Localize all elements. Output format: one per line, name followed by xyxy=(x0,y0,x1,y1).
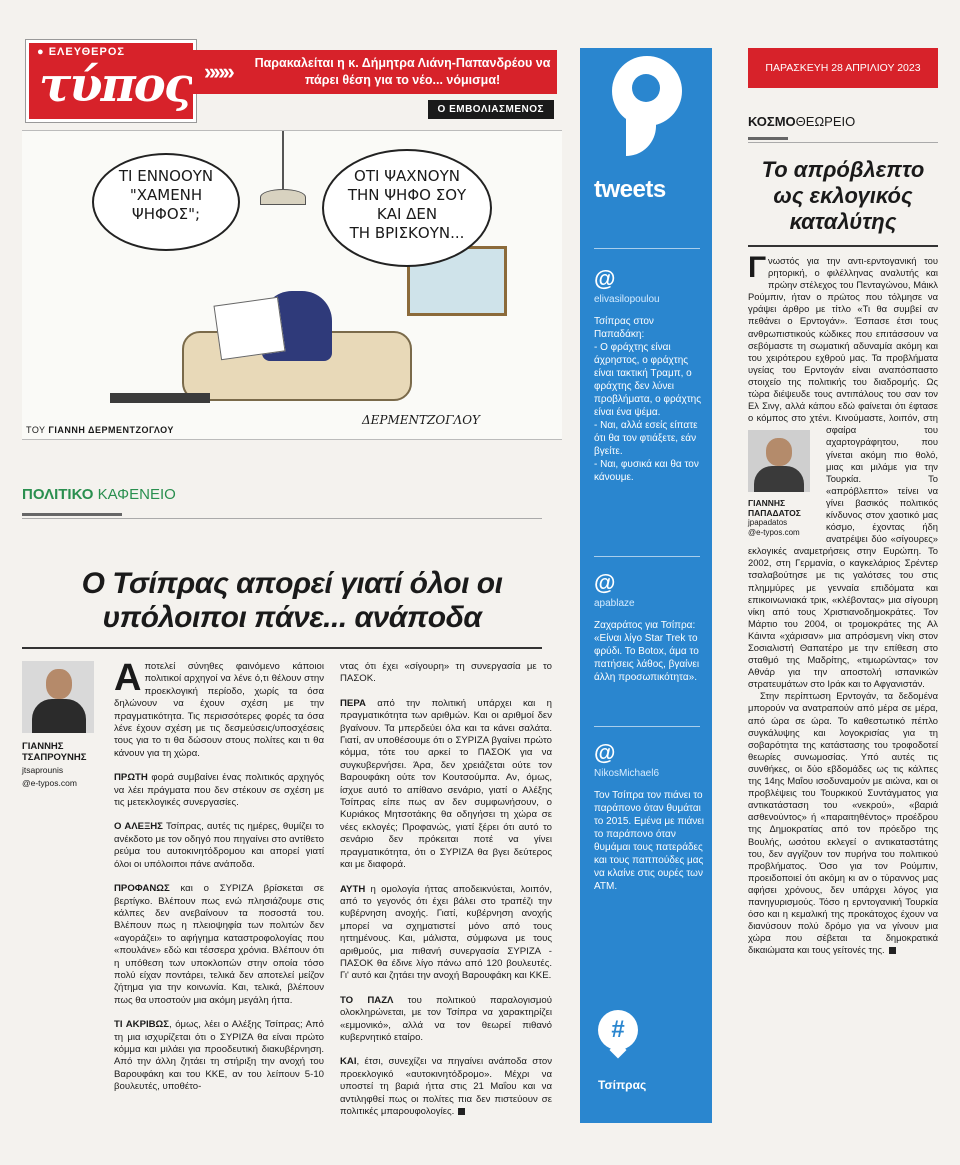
paragraph xyxy=(340,995,552,1045)
right-column xyxy=(748,48,938,956)
arrows-icon: »»» xyxy=(204,59,232,84)
author-photo xyxy=(22,661,94,733)
paragraph-lead: ΠΡΟΦΑΝΩΣ xyxy=(114,883,170,895)
paragraph-text: η ομολογία ήττας αποδεικνύεται, λοιπόν, από το γεγονός ότι έχει βάλει στο τραπέζι την κυβέρνηση ανοχής. Γιατί, κυβέρνηση ανοχής μπορεί να σχηματιστεί μόνο από τους ηττημένους. Και, μάλιστα, σύμφωνα με τους αριθμούς, μια πιθανή συνεργασία ΣΥΡΙΖΑ - ΠΑΣΟΚ θα έδινε λίγο πάνω από 120 βουλευτές. Γι' αυτό και ζητάει την ανοχή Βαρουφάκη και ΚΚΕ. xyxy=(340,883,552,982)
cartoonist-signature: ΔΕΡΜΕΝΤΖΟΓΛΟΥ xyxy=(362,413,480,427)
tweet-divider xyxy=(594,248,700,249)
author-handle[interactable]: jpapadatos xyxy=(748,518,788,528)
section-divider-thin xyxy=(748,142,938,143)
paragraph-text: φορά συμβαίνει ένας πολιτικός αρχηγός να λέει πράγματα που δεν στέκουν σε σχέση με τις μετεκλογικές συνεργασίες. xyxy=(114,772,324,809)
tweet-text: Ζαχαράτος για Τσίπρα: «Είναι λίγο Star Trek το φρύδι. Το Botox, άμα το πατήσεις λάθος, βγαίνει άλλη προσωπικότητα». xyxy=(594,620,700,683)
at-icon: @ xyxy=(594,570,616,595)
section-title-light: ΘΕΩΡΕΙΟ xyxy=(795,114,856,129)
paragraph-text: νωστός για την αντι-ερντογανική του ρητορική, ο φιλέλληνας αναλυτής και πρώην στέλεχος του Πενταγώνου, Μάικλ Ρούμπιν, ήταν ο πρώτος που τόλμησε να γράψει άρθρο με τίτλο «Τι θα συμβεί αν πεθάνει ο Ερντογάν». Έσπασε έτσι τους ανθρωπιστικούς κώδικες που επιτάσσουν να σεβόμαστε τη σωματική αδυναμία ακόμη και του χειρότερου εχθρού μας. Τα προβλήματα υγείας του Ερντογάν είναι αναπόσπαστο στοιχείο της πολιτικής του διαδρομής. Ως τώρα διέψευδε τους αντιπάλους του σαν τον Ελ Σινγ, αλλά κάπου εδώ φαίνεται ότι έφτασε ο κόμπος στο χτένι. Κινούμαστε, λοιπόν, στη σφαίρα xyxy=(748,255,938,436)
section-title xyxy=(748,114,938,129)
paragraph xyxy=(340,661,552,686)
paragraph-lead: ΤΙ ΑΚΡΙΒΩΣ xyxy=(114,1019,170,1031)
drop-cap: Α xyxy=(114,657,142,699)
section-divider-thin xyxy=(22,518,542,519)
paragraph xyxy=(748,251,938,690)
paragraph-lead: Ο ΑΛΕΞΗΣ xyxy=(114,821,163,833)
paragraph-text: από την πολιτική υπάρχει και η πραγματικότητα των αριθμών. Και οι αριθμοί δεν βγαίνουν. Τα μπερδεύει όλα και τα κάνει σαλάτα. Γιατί, αν υποθέσουμε ότι ο ΣΥΡΙΖΑ βγαίνει πρώτο κόμμα, τότε του αρκεί το ΠΑΣΟΚ για να συγκυβερνήσει. Άρα, δεν χρειάζεται ούτε τον Βαρουφάκη ούτε τον Κουτσούμπα. Αν, όμως, ίσχυε αυτό το απίθανο σενάριο, γιατί ο Αλέξης Τσίπρας είπε πως αν δεν συμφωνήσουν, ο Κυριάκος Μητσοτάκης θα οδηγήσει τη χώρα σε νέες εκλογές; Προφανώς, γιατί ξέρει ότι αυτό το σενάριο δεν πρόκειται ποτέ να γίνει πραγματικότητα, ότι ο ΣΥΡΙΖΑ θα βγει δεύτερος και με διαφορά. xyxy=(340,697,552,871)
paragraph-lead: ΤΟ ΠΑΖΛ xyxy=(340,994,394,1006)
banner-text: Παρακαλείται η κ. Δήμητρα Λιάνη-Παπανδρέου να πάρει θέση για το νέο... νόμισμα! xyxy=(254,56,551,87)
at-icon: @ xyxy=(594,266,616,291)
tweet-item xyxy=(594,740,704,893)
column-tag: Ο ΕΜΒΟΛΙΑΣΜΕΝΟΣ xyxy=(428,100,554,119)
tweets-logo-icon xyxy=(598,56,694,176)
logo-hole xyxy=(632,74,660,102)
logo-top-text: ● ΕΛΕΥΘΕΡΟΣ xyxy=(37,46,126,58)
author-photo xyxy=(748,430,810,492)
paragraph xyxy=(114,821,324,871)
paragraph xyxy=(114,657,324,760)
lamp-icon xyxy=(260,189,306,205)
logo-tail xyxy=(626,106,656,156)
hashtag-icon xyxy=(598,1010,638,1062)
article-column-2 xyxy=(340,661,552,1130)
paragraph-text: Τσίπρας, αυτές τις ημέρες, θυμίζει το ανέκδοτο με τον οδηγό που πηγαίνει στο αντίθετο ρεύμα του αυτοκινητόδρομου και απορεί γιατί όλοι οι υπόλοιποι πάνε ανάποδα. xyxy=(114,821,325,870)
tweet-handle[interactable]: elivasilopoulou xyxy=(594,294,660,305)
article-headline: Ο Τσίπρας απορεί γιατί όλοι οι υπόλοιποι πάνε... ανάποδα xyxy=(81,567,503,634)
author-body xyxy=(754,466,804,492)
paragraph xyxy=(114,883,324,1007)
paragraph-text: Στην περίπτωση Ερντογάν, τα δεδομένα μπορούν να ανατραπούν από μέρα σε μέρα, από ώρα σε ώρα. Το καθεστωτικό πέπλο συγκάλυψης και λογοκρισίας για τη σοβαρότητα της κατάστασης του τροφοδοτεί θεωρίες συνωμοσίας. Υπό αυτές τις συνθήκες, οι δύο εβδομάδες ως τις κάλπες της 14ης Μαΐου ισοδυναμούν με αιώνα, και οι προβλέψεις του Τουρκικού Συντάγματος για αντικατάσταση του «νεκρού», «βαριά ασθενούντος» ή «παραιτηθέντος» προέδρου της Δημοκρατίας από τον πρόεδρο της Βουλής, ωσότου εκλεγεί ο αντικαταστάτης του, δεν αγγίζουν τον πυρήνα του πολιτικού προβλήματος. Όσο για τον Ρούμπιν, προειδοποιεί ότι ακόμη κι αν ο τύραννος μας αφήσει χρόνους, δεν υπάρχει λόγος για πανηγυρισμούς. Τόσο η ερντογανική Τουρκία όσο και η κεμαλική της προκάτοχος έχουν να διανύσουν πολύ δρόμο για να γίνουν μια χώρα που σέβεται τα δημοκρατικά δικαιώματα και τους γείτονές της. xyxy=(748,690,938,956)
tweet-text: Τσίπρας στον Παπαδάκη: - Ο φράχτης είναι άχρηστος, ο φράχτης είναι τακτική Τραμπ, ο φράχτης δεν λύνει προβλήματα, ο φράχτης είναι ένα ψέμα. - Ναι, αλλά εσείς είπατε ότι θα τον φτιάξετε, εάν βγείτε. - Ναι, φυσικά και θα τον κάνουμε. xyxy=(594,316,702,483)
newspaper-illustration xyxy=(213,297,285,361)
speech-bubble-left: ΤΙ ΕΝΝΟΟΥΝ "ΧΑΜΕΝΗ ΨΗΦΟΣ"; xyxy=(92,153,240,251)
hashtag-label[interactable]: Τσίπρας xyxy=(598,1078,647,1092)
paragraph-lead: ΚΑΙ xyxy=(340,1056,357,1068)
paragraph-text: του πολιτικού παραλογισμού ολοκληρώνεται, με τον Τσίπρα να χαρακτηρίζει «εμμονικό», αλλά να τον θεωρεί πιθανό κυβερνητικό εταίρο. xyxy=(340,994,552,1043)
paragraph-text: ντας ότι έχει «σίγουρη» τη συνεργασία με το ΠΑΣΟΚ. xyxy=(340,661,552,685)
left-column xyxy=(22,30,562,1165)
author-email[interactable]: @e-typos.com xyxy=(748,528,800,538)
hashtag-symbol: # xyxy=(598,1010,638,1050)
author-name: ΓΙΑΝΝΗΣ ΤΣΑΠΡΟΥΝΗΣ xyxy=(22,741,87,763)
section-title-light: ΚΑΦΕΝΕΙΟ xyxy=(93,486,176,503)
end-mark-icon xyxy=(458,1108,465,1115)
section-divider xyxy=(748,137,788,140)
article-headline: Το απρόβλεπτο ως εκλογικός καταλύτης xyxy=(761,157,925,234)
section-title-bold: ΚΟΣΜΟ xyxy=(748,114,796,129)
paragraph-text: του αχαρτογράφητου, που γίνεται ακόμη πιο θολό, μιας και μιλάμε για την Τουρκία. Το «απρόβλεπτο» τείνει να γίνει βασικός πολιτικός κίνδυνος στον χαοτικό μας κόσμο, έχοντας ήδη ανατρέψει δύο «σίγουρες» εκλογικές αναμετρήσεις στην Ευρώπη. Το 2002, στη Γερμανία, ο καγκελάριος Σρέντερ τσαλαβούτησε με τις γαλότσες του στις πλημμύρες με γενναία επιδόματα και επικοινωνιακά τρικ, «κλέβοντας» μια σίγουρη νίκη από τους Χριστιανοδημοκράτες. Τον Μάρτιο του 2004, οι τρομοκράτες της Αλ Κάιντα «χάρισαν» μια απρόσμενη νίκη στον Σοσιαλιστή Θαπατέρο με την επίθεση στο σταθμό της Μαδρίτης, «τιμωρώντας» τον Αθνάρ για την αποστολή ισπανικών στρατευμάτων στο Ιράκ και το Αφγανιστάν. xyxy=(748,424,938,690)
drop-cap: Γ xyxy=(748,251,767,284)
political-cartoon xyxy=(22,130,562,440)
end-mark-icon xyxy=(889,947,896,954)
credit-name: ΓΙΑΝΝΗ ΔΕΡΜΕΝΤΖΟΓΛΟΥ xyxy=(48,425,174,435)
table-illustration xyxy=(110,393,210,403)
author-handle[interactable]: jtsaprounis xyxy=(22,765,64,775)
tweets-column xyxy=(580,48,712,1123)
paragraph-lead: ΠΡΩΤΗ xyxy=(114,772,148,784)
author-box xyxy=(22,661,104,789)
credit-prefix: ΤΟΥ xyxy=(26,425,46,435)
headline-divider xyxy=(748,245,938,247)
paragraph-text: , έτσι, συνεχίζει να πηγαίνει ανάποδα στον προεκλογικό «αυτοκινητόδρομο». Μέχρι να υποστεί τη βαριά ήττα στις 21 Μαΐου και να αντιληφθεί πως οι πολίτες πια δεν πιστεύουν σε πολιτικές μπαρουφολογίες. xyxy=(340,1056,552,1117)
article-column-1 xyxy=(114,657,325,1106)
date-bar: ΠΑΡΑΣΚΕΥΗ 28 ΑΠΡΙΛΙΟΥ 2023 xyxy=(748,48,938,88)
paragraph xyxy=(340,1056,552,1118)
author-head xyxy=(46,669,72,699)
at-icon: @ xyxy=(594,740,616,765)
article-body xyxy=(748,251,938,956)
tweet-divider xyxy=(594,726,700,727)
paragraph xyxy=(748,690,938,956)
lamp-cord xyxy=(282,131,284,191)
paragraph xyxy=(340,698,552,872)
paragraph xyxy=(114,1019,324,1093)
newspaper-logo[interactable] xyxy=(26,40,196,122)
section-title-bold: ΠΟΛΙΤΙΚΟ xyxy=(22,486,94,503)
article-body xyxy=(22,657,562,1165)
tweet-handle[interactable]: apablaze xyxy=(594,598,635,609)
section-title xyxy=(22,486,562,503)
author-body xyxy=(32,699,86,733)
cartoon-credit xyxy=(26,425,174,435)
paragraph xyxy=(114,772,324,809)
speech-bubble-right: ΟΤΙ ΨΑΧΝΟΥΝ ΤΗΝ ΨΗΦΟ ΣΟΥ ΚΑΙ ΔΕΝ ΤΗ ΒΡΙΣΚΟΥΝ... xyxy=(322,149,492,267)
masthead xyxy=(22,30,562,130)
tweets-title: tweets xyxy=(594,176,666,203)
headline-divider xyxy=(22,647,542,649)
paragraph-lead: ΑΥΤΗ xyxy=(340,883,366,895)
paragraph-text: ποτελεί σύνηθες φαινόμενο κάποιοι πολιτικοί αρχηγοί να λένε ό,τι θέλουν στην προεκλογική περίοδο, χωρίς τα όσα δηλώνουν να έχουν σχέση με την πραγματικότητα. Τις περισσότερες φορές τα όσα λένε έχουν σχέση με τις δεσμεύσεις/υποσχέσεις τους για το τι θα δώσουν στους πολίτες και τι θα κάνουν για τη χώρα. xyxy=(114,661,324,759)
author-email[interactable]: @e-typos.com xyxy=(22,778,77,788)
paragraph-text: και ο ΣΥΡΙΖΑ βρίσκεται σε βερτίγκο. Βλέπουν πως ενώ πλησιάζουμε στις κάλπες δεν ανεβαίνουν τα ποσοστά του. Βλέπουν πως η πλειοψηφία των πολιτών δεν «αγοράζει» το αφήγημα καταστροφολογίας που «πουλάνε» εδώ και τέσσερα χρόνια. Βλέπουν ότι η υπόθεση των υποκλοπών στην οποία τόσο πολύ είχαν ποντάρει, τελικά δεν αποτελεί μείζον ζήτημα για την κοινωνία. Και, τελικά, βλέπουν πως θα υποστούν μια ακόμη μεγάλη ήττα. xyxy=(114,883,324,1006)
paragraph-lead: ΠΕΡΑ xyxy=(340,697,366,709)
tweet-item xyxy=(594,266,704,484)
tweet-item xyxy=(594,570,704,684)
tweet-text: Τον Τσίπρα τον πιάνει το παράπονο όταν θυμάται το 2015. Εμένα με πιάνει το παράπονο όταν θυμάμαι τους πατεράδες και τους παππούδες μας να κλαίνε στις ουρές των ΑΤΜ. xyxy=(594,790,704,892)
section-divider xyxy=(22,513,122,516)
paragraph xyxy=(340,884,552,983)
banner-bar xyxy=(192,50,557,94)
author-head xyxy=(766,438,792,466)
logo-main-text: τύπος xyxy=(39,57,191,113)
tweet-handle[interactable]: NikosMichael6 xyxy=(594,768,660,779)
author-box xyxy=(748,430,820,538)
author-name: ΓΙΑΝΝΗΣ ΠΑΠΑΔΑΤΟΣ xyxy=(748,498,801,519)
tweet-divider xyxy=(594,556,700,557)
paragraph-text: , όμως, λέει ο Αλέξης Τσίπρας; Από τη μια ισχυρίζεται ότι ο ΣΥΡΙΖΑ θα είναι πρώτο κόμμα και μιλάει για προοδευτική διακυβέρνηση. Από την άλλη ζητάει τη στήριξη την ανοχή του Βαρουφάκη και του ΚΚΕ, αν του λείπουν 5-10 βουλευτές, υποθέτο- xyxy=(114,1019,324,1093)
